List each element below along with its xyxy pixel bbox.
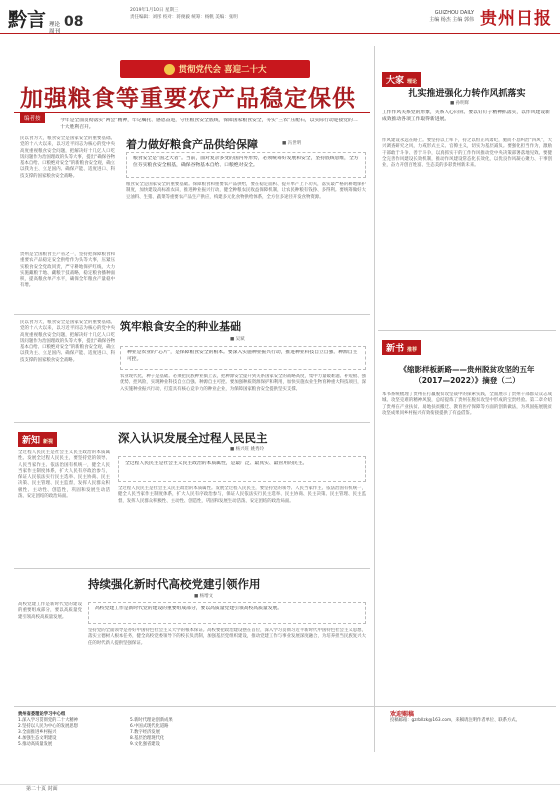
lead-column-2: 贵州是全国粮食主产省之一，坚持把保障粮食和重要农产品稳定安全供给作为头等大事，压紧压实粮食安全党政同责，严守耕地保护红线，大力实施藏粮于地、藏粮于技战略，稳定粮食播种面积，提高粮食单产水平，确保全年粮食产量稳中有增。 [20, 252, 115, 289]
book-title-line-1: 《缩影样板新路——贵州脱贫攻坚的五年 [399, 365, 535, 374]
list-item: 8.基层治理现代化 [130, 736, 165, 741]
article-3-summary: 全过程人民民主是社会主义民主政治的本质属性，是最广泛、最真实、最管用的民主。 [125, 461, 308, 466]
list-item: 5.新时代理论创新成果 [130, 718, 173, 723]
article-4-title: 持续强化新时代高校党建引领作用 [88, 577, 261, 591]
list-item: 4.加强生态文明建设 [18, 736, 57, 741]
list-item: 7.数字经济发展 [130, 730, 160, 735]
section-tag-dajia [382, 72, 421, 87]
tag-label: 新知 [22, 436, 41, 446]
list-item: 2.坚持以人民为中心的发展思想 [18, 724, 78, 729]
lead-summary: 今年是全面贯彻落实“两会”精神，牢记嘱托、感恩奋进，守住粮食安全底线，保障国家粮食安全，夯实“三农”压舱石，以实际行动迎接党的二十大胜利召开。 [60, 118, 358, 130]
divider [14, 314, 370, 315]
section-tag-xinshu [382, 340, 421, 355]
article-4-body: 坚持党的全面领导是办好中国特色社会主义大学的根本保证。高校要把政治建设摆在首位，深入学习贯彻习近平新时代中国特色社会主义思想，落实立德树人根本任务，健全高校党委领导下的校长负责制，加强基层党组织建设，推动党建工作与事业发展深度融合，为培养担当民族复兴大任的时代新人提供坚强保证。 [88, 628, 366, 646]
divider [14, 568, 370, 569]
list-item: 5.推动高质量发展 [18, 742, 53, 747]
book-excerpt: 本书系统梳理了贵州在打赢脱贫攻坚战中的探索实践，全面展示了贵州干部群众众志成城、攻坚克难的精神风貌，总结提炼了贵州在脱贫攻坚中形成的宝贵经验。第二章介绍了贵州在产业扶贫、易地扶贫搬迁、教育医疗保障等方面的创新做法，为巩固拓展脱贫攻坚成果同乡村振兴有效衔接提供了有益借鉴。 [382, 392, 552, 416]
box-3-title: 欢迎赐稿 [390, 711, 415, 718]
article-1-summary: 粮食安全是“国之大者”。当前，面对复杂多变的国内外形势，必须统筹好发展和安全，坚持底线思维，全方位夯实粮食安全根基，确保谷物基本自给、口粮绝对安全。 [133, 156, 359, 168]
lead-column-1: 民以食为天，粮食安全是国家安全的重要基础。党的十八大以来，以习近平同志为核心的党中央高度重视粮食安全问题，把解决好十几亿人口吃饭问题作为治国理政的头等大事，提出“确保谷物基本自给、口粮绝对安全”的新粮食安全观，确立以我为主、立足国内、确保产能、适度进口、科技支撑的国家粮食安全战略。 [20, 136, 115, 179]
article-1-summary-box [126, 152, 366, 178]
article-3-body: 全过程人民民主是社会主义民主政治的本质属性。发展全过程人民民主，要坚持党的领导、人民当家作主、依法治国有机统一，健全人民当家作主制度体系，扩大人民有序政治参与，保证人民依法实行民主选举、民主协商、民主决策、民主管理、民主监督，发挥人民群众积极性、主动性、创造性，巩固和发展生动活泼、安定团结的政治局面。 [118, 486, 366, 504]
paper-english-name: GUIZHOU DAILY [434, 9, 474, 16]
box-3-text: 投稿邮箱：gzrbllzk@163.com，来稿请注明作者单位、联系方式。 [390, 718, 520, 723]
sidebar-body: 作风建设永远在路上。要坚持以上率下，持之以恒正风肃纪，驰而不息纠治“四风”，大兴调查研究之风，力戒形式主义、官僚主义，切实为基层减负。要强化担当作为，激励干部敢于斗争、善于斗争，以真抓实干的工作作风推动党中央决策部署落地见效。要健全完善作风建设长效机制，推动作风建设常态化长效化，以优良作风凝心聚力、干事创业，奋力开创百姓富、生态美的多彩贵州新未来。 [382, 138, 552, 169]
tag-label: 新书 [386, 344, 405, 354]
divider [14, 422, 370, 423]
bottom-box-1 [18, 712, 126, 748]
list-item: 6.中国式现代化道路 [130, 724, 169, 729]
article-3-side-column: 全过程人民民主是社会主义民主政治的本质属性。发展全过程人民民主，要坚持党的领导、人民当家作主、依法治国有机统一，健全人民当家作主制度体系，扩大人民有序政治参与，保证人民依法实行民主选举、民主协商、民主决策、民主管理、民主监督，发挥人民群众积极性、主动性、创造性，巩固和发展生动活泼、安定团结的政治局面。 [18, 450, 110, 500]
paper-logo: 贵州日报 [480, 9, 552, 29]
article-2-summary: 种业是农业的“芯片”，是保障粮食安全的根本。要深入实施种业振兴行动，推进种业科技自立自强、种源自主可控。 [127, 350, 358, 362]
sidebar-summary: 工作作风关系党的形象，关系人心向背。要以钉钉子精神抓落实，以作风建设新成效推动各项工作取得新进展。 [382, 110, 550, 122]
meta-editors: 责任编辑：刘彤 校对：蒋俊毅 统筹：杨帆 美编：张明 [130, 15, 238, 20]
list-item: 9.文化强省建设 [130, 742, 160, 747]
article-4-side-column: 高校党建工作是新时代党的建设的重要组成部分，要以高质量党建引领高校高质量发展。 [18, 602, 82, 620]
page-footer: 第二十页 封面 [0, 784, 560, 794]
lead-headline: 加强粮食等重要农产品稳定保供 [20, 86, 356, 112]
article-4-author: ■ 杨增文 [194, 594, 214, 599]
article-4-summary-box [88, 602, 366, 624]
box-1-title: 贵州省委理论学习中心组 [18, 712, 66, 717]
article-2-title: 筑牢粮食安全的种业基础 [120, 320, 241, 333]
article-2-body: 农业现代化，种子是基础。必须把民族种业搞上去，把种源安全提升到关系国家安全的战略高度，集中力量破难题、补短板、强优势、控风险，实现种业科技自立自强、种源自主可控。要加强种质资源保护和利用，加快实施农业生物育种重大科技项目，深入实施种业振兴行动，打造具有核心竞争力的种业企业，为保障国家粮食安全提供坚实支撑。 [120, 374, 366, 392]
list-item: 3.全面推进乡村振兴 [18, 730, 57, 735]
divider [378, 330, 556, 331]
page-number: 08 [64, 14, 84, 30]
section-name: 黔言 [8, 9, 47, 31]
tag-sublabel: 新视 [43, 439, 54, 445]
bottom-box-3 [390, 712, 550, 724]
masthead-meta [130, 7, 238, 21]
article-2-author: ■ 吴斌 [230, 337, 245, 342]
headline-rule [14, 112, 370, 113]
section-tag-xinzhi [18, 432, 57, 447]
article-1-author: ■ 冯世明 [282, 141, 302, 146]
editor-note-label: 编者按 [20, 113, 45, 123]
lead-column-3: 民以食为天，粮食安全是国家安全的重要基础。党的十八大以来，以习近平同志为核心的党中央高度重视粮食安全问题，把解决好十几亿人口吃饭问题作为治国理政的头等大事，提出“确保谷物基本自给、口粮绝对安全”的新粮食安全观，确立以我为主、立足国内、确保产能、适度进口、科技支撑的国家粮食安全战略。 [20, 320, 115, 363]
article-2-summary-box [120, 346, 366, 370]
tag-sublabel: 推荐 [407, 347, 418, 353]
section-sub-2: 周刊 [49, 29, 61, 35]
sidebar-author: ■ 孙明辉 [450, 101, 470, 106]
banner-text: 贯彻党代会 喜迎二十大 [178, 65, 267, 75]
column-divider [374, 46, 375, 752]
list-item: 1.深入学习贯彻党的二十大精神 [18, 718, 78, 723]
sidebar-title: 扎实推进强化力转作风抓落实 [408, 89, 526, 99]
section-sub-1: 理论 [49, 22, 61, 28]
divider [14, 706, 556, 707]
article-3-title: 深入认识发展全过程人民民主 [118, 431, 268, 445]
masthead-brand [429, 4, 552, 29]
campaign-banner [120, 60, 310, 78]
masthead [0, 0, 560, 34]
article-3-author: ■ 杨兴旺 姚秀玲 [230, 447, 265, 452]
article-1-title: 着力做好粮食产品供给保障 [126, 138, 258, 151]
tag-sublabel: 理论 [407, 79, 418, 85]
tag-label: 大家 [386, 76, 405, 86]
meta-date: 2019年1月10日 星期三 [130, 8, 179, 13]
article-1-body: 粮食安全是国家安全的重要基础。保障粮食和重要农产品供给，要在稳定面积、提升单产上下功夫，落实最严格的耕地保护制度，加快建设高标准农田，推进种业振兴行动，健全种粮农民收益保障机制，让农民种粮有钱挣、多得利。要统筹做好大豆油料、生猪、蔬菜等重要农产品生产供应，构建多元化食物供给体系，全方位多途径开发食物资源。 [126, 182, 366, 200]
bottom-box-2 [130, 718, 250, 748]
article-3-summary-box [118, 456, 366, 482]
masthead-section [8, 5, 84, 36]
book-title-line-2: （2017—2022）》摘登（二） [414, 376, 520, 385]
paper-editors: 主编 杨杰 主编 郭伟 [429, 16, 474, 23]
article-4-summary: 高校党建工作是新时代党的建设的重要组成部分，要以高质量党建引领高校高质量发展。 [95, 606, 283, 611]
party-emblem-icon [164, 64, 175, 75]
